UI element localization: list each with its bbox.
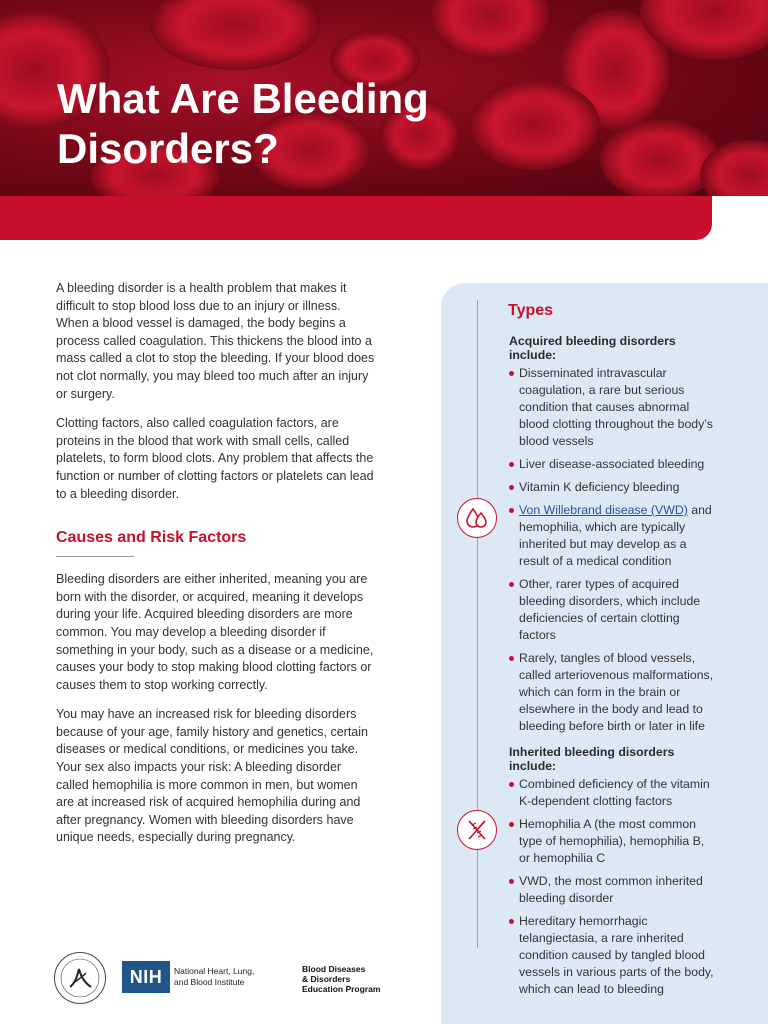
list-item: Other, rarer types of acquired bleeding disorders, which include deficiencies of certain clotting factors — [508, 576, 718, 644]
inherited-heading: Inherited bleeding disorders include: — [509, 745, 675, 773]
nhlbi-name: National Heart, Lung, and Blood Institute — [174, 966, 255, 987]
page-title: What Are Bleeding Disorders? — [57, 75, 429, 172]
intro-paragraph-2: Clotting factors, also called coagulation factors, are proteins in the blood that work with small cells, called platelets, to form blood clots. Any problem that affects the function or number of clotting factors or platelets can lead to a bleeding disorder. — [56, 416, 374, 501]
left-column — [56, 280, 376, 859]
list-item: Rarely, tangles of blood vessels, called arteriovenous malformations, which can form in the brain or elsewhere in the body and lead to bleeding before birth or later in life — [508, 650, 718, 735]
intro-paragraph-1: A bleeding disorder is a health problem that makes it difficult to stop blood loss due to an injury or illness. When a blood vessel is damaged, the body begins a process called coagulation. This thickens the blood into a mass called a clot to stop the bleeding. If your blood does not clot normally, you may bleed too much after an injury or surgery. — [56, 281, 375, 401]
causes-heading: Causes and Risk Factors — [56, 529, 247, 547]
header-banner — [0, 0, 768, 240]
acquired-list — [508, 365, 718, 735]
inherited-list — [508, 776, 718, 998]
types-heading: Types — [508, 302, 554, 319]
bdd-program-logo: Blood Diseases & Disorders Education Program — [302, 964, 381, 994]
dna-icon — [457, 810, 497, 850]
hhs-seal-icon — [54, 952, 106, 1004]
list-item: Vitamin K deficiency bleeding — [508, 479, 718, 496]
list-item: Disseminated intravascular coagulation, a rare but serious condition that causes abnormal blood clotting throughout the body’s blood vessels — [508, 365, 718, 450]
list-item: Von Willebrand disease (VWD) and hemophilia, which are typically inherited but may develop as a result of a medical condition — [508, 502, 718, 570]
footer-logos — [54, 950, 414, 1006]
causes-paragraph-2: You may have an increased risk for bleeding disorders because of your age, family history and genetics, certain diseases or medical conditions, or medicines you take. Your sex also impacts your risk: A bleeding disorder called hemophilia is more common in men, but women are at increased risk of acquired hemophilia during and after pregnancy. Women with bleeding disorders have unique needs, especially during pregnancy. — [56, 707, 368, 845]
list-item: Hereditary hemorrhagic telangiectasia, a rare inherited condition caused by tangled blood vessels in various parts of the body, which can lead to bleeding — [508, 913, 718, 998]
vwd-link[interactable]: Von Willebrand disease (VWD) — [519, 503, 688, 517]
list-item: VWD, the most common inherited bleeding disorder — [508, 873, 718, 907]
timeline-line — [477, 300, 478, 948]
heading-rule — [56, 556, 134, 557]
causes-paragraph-1: Bleeding disorders are either inherited, meaning you are born with the disorder, or acquired, meaning it develops during your life. Acquired bleeding disorders are more common. You may develop a bleeding disorder if something in your body, such as a disease or a medicine, causes your body to stop making blood clotting factors or causes them to stop working correctly. — [56, 572, 374, 692]
list-item: Liver disease-associated bleeding — [508, 456, 718, 473]
acquired-heading: Acquired bleeding disorders include: — [509, 334, 676, 362]
red-strip — [0, 196, 712, 240]
list-item: Hemophilia A (the most common type of hemophilia), hemophilia B, or hemophilia C — [508, 816, 718, 867]
nih-logo: NIH — [122, 961, 170, 993]
types-content — [508, 302, 718, 1004]
list-item: Combined deficiency of the vitamin K-dependent clotting factors — [508, 776, 718, 810]
blood-drops-icon — [457, 498, 497, 538]
